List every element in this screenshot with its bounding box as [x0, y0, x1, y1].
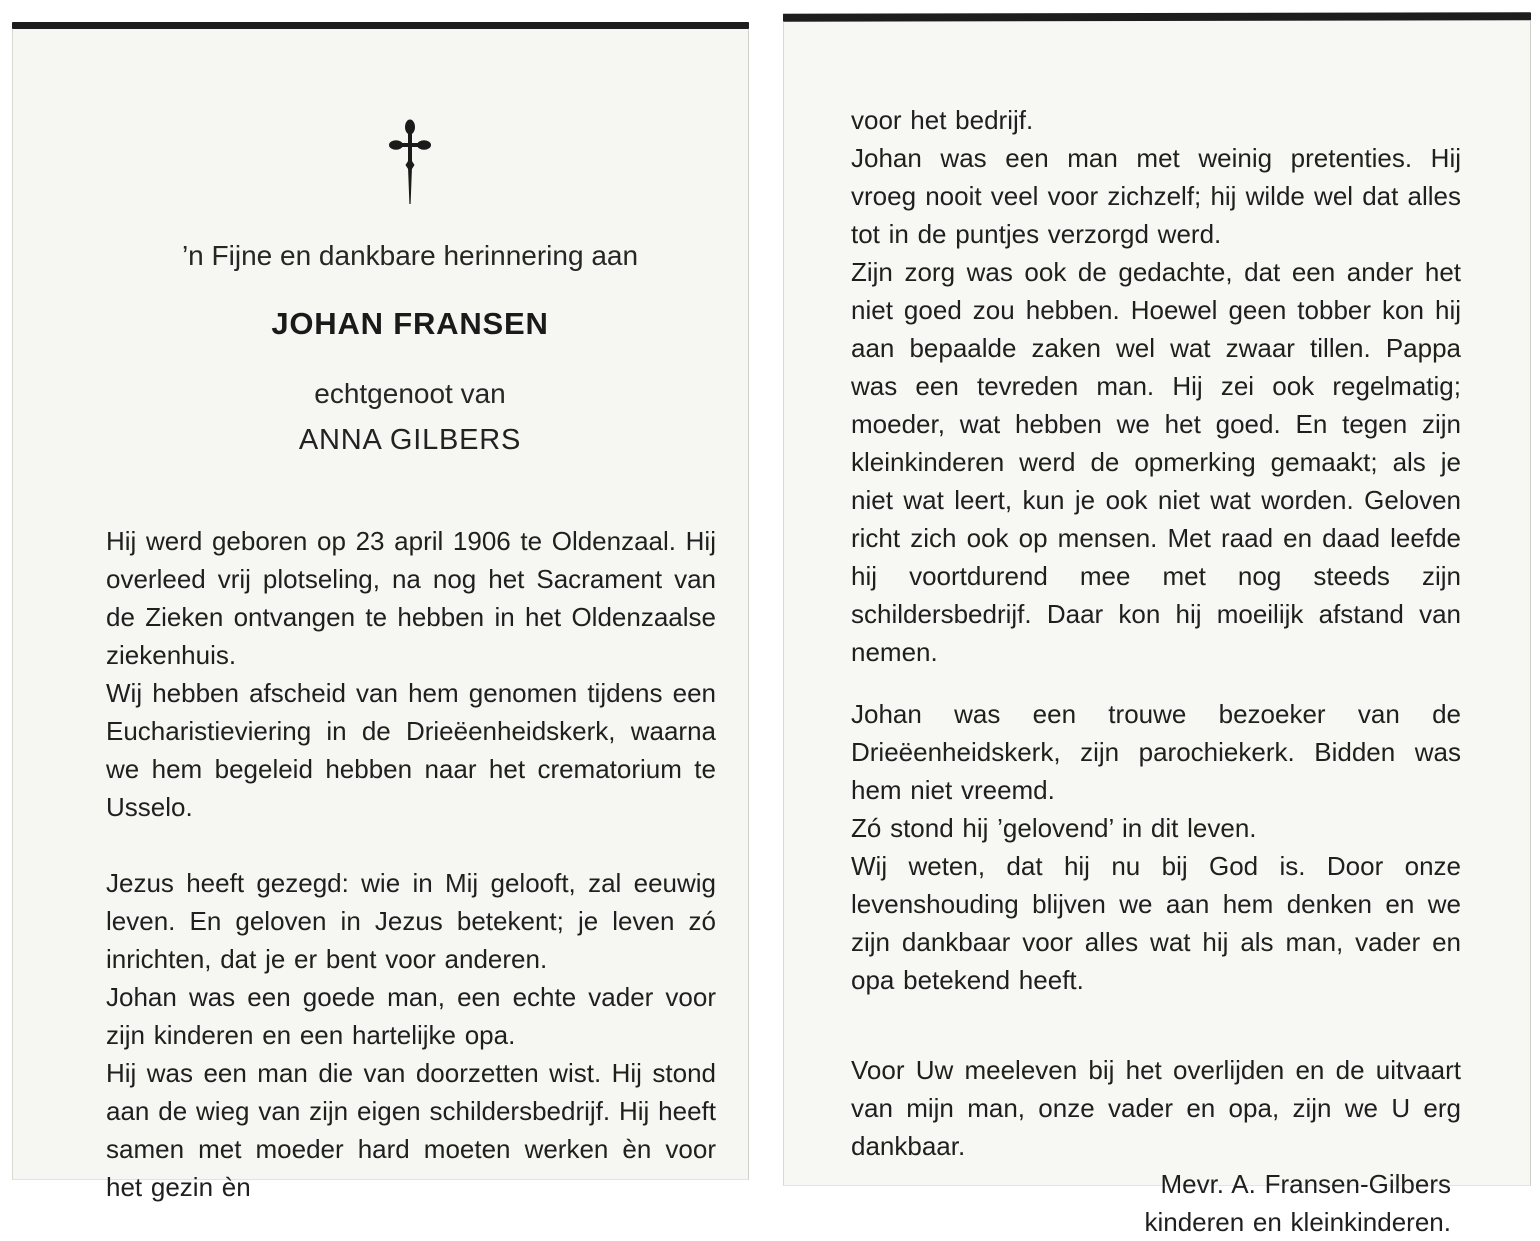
memorial-card-front-page — [12, 22, 749, 1202]
memorial-intro-line: ’n Fijne en dankbare herinnering aan — [181, 240, 639, 271]
paragraph-farewell: Wij hebben afscheid van hem genomen tijdens een Eucharistieviering in de Drieëenheidskerk, waarna we hem begeleid hebben naar het crematorium te Usselo. — [106, 678, 716, 822]
scan-edge-bar — [783, 12, 1531, 22]
paragraph-good-man: Johan was een goede man, een echte vader voor zijn kinderen en een hartelijke opa. — [106, 982, 716, 1050]
relation-line: echtgenoot van — [314, 378, 506, 409]
acknowledgement-text: Voor Uw meeleven bij het overlijden en de uitvaart van mijn man, onze vader en opa, zijn we U erg dankbaar. — [851, 1055, 1461, 1161]
signature-family: kinderen en kleinkinderen. — [1144, 1207, 1451, 1237]
front-page-body-text — [106, 522, 716, 1206]
paragraph-birth-death: Hij werd geboren op 23 april 1906 te Oldenzaal. Hij overleed vrij plotseling, na nog het Sacrament van de Zieken ontvangen te hebben in het Oldenzaalse ziekenhuis. — [106, 526, 716, 670]
paragraph-church: Johan was een trouwe bezoeker van de Drieëenheidskerk, zijn parochiekerk. Bidden was hem niet vreemd. — [851, 699, 1461, 805]
paragraph-remembrance: Wij weten, dat hij nu bij God is. Door onze levenshouding blijven we aan hem denken en we zijn dankbaar voor alles wat hij als man, vader en opa betekend heeft. — [851, 851, 1461, 995]
spouse-name: ANNA GILBERS — [298, 424, 522, 456]
memorial-card-back-page — [783, 13, 1531, 1237]
scan-edge-bar — [12, 22, 749, 29]
memorial-cross-icon — [106, 118, 714, 213]
back-page-body-text — [851, 101, 1461, 1241]
paragraph-jesus-quote: Jezus heeft gezegd: wie in Mij gelooft, zal eeuwig leven. En geloven in Jezus betekent; je leven zó inrichten, dat je er bent voor anderen. — [106, 868, 716, 974]
paragraph-character: Zijn zorg was ook de gedachte, dat een ander het niet goed zou hebben. Hoewel geen tobber kon hij aan bepaalde zaken wel wat zwaar tillen. Pappa was een tevreden man. Hij zei ook regelmatig; moeder, wat hebben we het goed. En tegen zijn kleinkinderen werd de opmerking gemaakt; als je niet wat leert, kun je ook niet wat worden. Geloven richt zich ook op mensen. Met raad en daad leefde hij voortdurend mee met nog steeds zijn schildersbedrijf. Daar kon hij moeilijk afstand van nemen. — [851, 257, 1461, 667]
signature-widow: Mevr. A. Fransen-Gilbers — [1160, 1169, 1451, 1199]
paragraph-believing: Zó stond hij ’gelovend’ in dit leven. — [851, 813, 1257, 843]
paragraph-perseverance: Hij was een man die van doorzetten wist. Hij stond aan de wieg van zijn eigen schildersbedrijf. Hij heeft samen met moeder hard moeten werken èn voor het gezin èn — [106, 1058, 716, 1202]
paragraph-modesty: Johan was een man met weinig pretenties. Hij vroeg nooit veel voor zichzelf; hij wilde wel dat alles tot in de puntjes verzorgd werd. — [851, 143, 1461, 249]
paragraph-business-continuation: voor het bedrijf. — [851, 105, 1034, 135]
deceased-name: JOHAN FRANSEN — [271, 306, 549, 341]
